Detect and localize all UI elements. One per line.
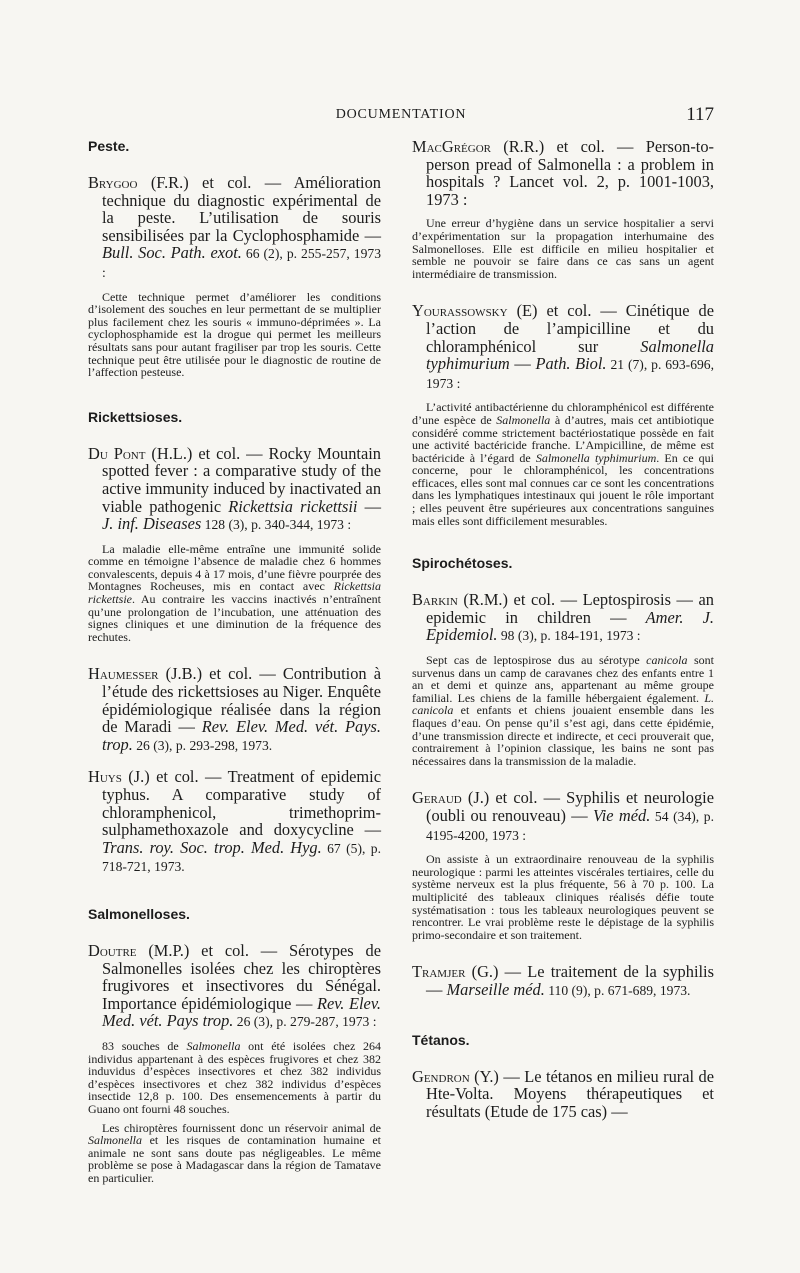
species-name: canicola [646,653,688,668]
left-column [88,138,381,1190]
reference-text: (Y.) — Le tétanos en milieu rural de Hte-Volta. Moyens thérapeutiques et résultats (Etude de 175 cas) — [426,1066,714,1121]
reference-text: (J.) et col. — Syphilis et neurologie (oubli ou renouveau) — [426,788,714,825]
section-title-salmonelloses: Salmonelloses. [88,905,190,922]
author: Brygoo [88,173,138,192]
reference-yourassowsky [412,302,714,392]
page-number: 117 [686,104,714,125]
reference-text: (R.M.) et col. — Leptospirosis — an epidemic in children — [426,590,714,627]
abstract-text: ont été isolées chez 264 individus appartenant à des espèces frugivores et chez 382 induvidus d’espèces insectivores et chez 382 individus d’espèces insectivores et chez 382 individus d’espèces insectide 12,8 p. 100. Des ensemencements à partir du Guano ont fourni 48 souches. [88,1038,381,1116]
author: Gendron [412,1066,470,1086]
species-name: Salmonella [496,412,551,427]
reference-gendron [412,1068,714,1121]
reference-text: (E) et col. — Cinétique de l’action de l’ampicilline et du chloramphénicol sur [426,301,714,356]
journal: J. inf. Diseases [102,514,202,534]
author: Geraud [412,788,462,808]
abstract-geraud: On assiste à un extraordinaire renouveau de la syphilis neurologique : parmi les atteintes viscérales tertiaires, celle du système nerveux est la plus fréquente, 56 à 70 p. 100. La multiplicité des tableaux cliniques réalisés défie toute systématisation : tous les tableaux neurologiques peuvent se rencontrer. Le vrai problème reste le dépistage de la syphilis primo-secondaire et son traitement. [412,852,714,942]
reference-du-pont [88,445,381,534]
dash: — [509,354,536,374]
abstract-text: . Au contraire les vaccins inactivés n’entraînent qu’une prolongation de l’incubation, une atténuation des signes cliniques et une diminution de la fréquence des rechutes. [88,592,381,644]
abstract-doutre-2 [88,1122,381,1185]
abstract-text: à d’autres, mais cet antibiotique considéré comme strictement bactériostatique possède en fait une activité bactéricide franche. L’Ampicilline, de même est bactéricide à l’égard de [412,412,714,465]
reference-brygoo [88,174,381,282]
abstract-text: . En ce qui concerne, pour le chloramphénicol, les concentrations efficaces, elles sont mal connues car ce sont les concentrations dans les lymphatiques intestinaux qui jouent le rôle important ; elles peuvent être supérieures aux concentrations sanguines mais elles sont difficilement mesurables. [412,450,715,528]
abstract-du-pont [88,543,381,644]
author: Tramjer [412,962,466,982]
section-title-spirochetoses: Spirochétoses. [412,555,513,572]
journal: Trans. roy. Soc. trop. Med. Hyg. [102,837,322,857]
abstract-text: L’activité antibactérienne du chloramphénicol est différente d’une espèce de [412,400,714,427]
abstract-macgregor: Une erreur d’hygiène dans un service hospitalier a servi d’expérimentation sur la propagation interhumaine des Salmonelloses. Elle est difficile en milieu hospitalier et semble ne pouvoir se faire dans ce cas sans un agent intermédiaire de transmission. [412,216,714,281]
journal: Rev. Elev. Med. vét. Pays. trop. [102,717,381,754]
section-title-tetanos: Tétanos. [412,1031,470,1048]
reference-tramjer [412,963,714,999]
reference-details: 98 (3), p. 184-191, 1973 : [497,628,641,644]
abstract-barkin [412,654,714,767]
author: Huys [88,767,122,787]
species-name: Rickettsia rickettsii [228,496,358,516]
journal: Amer. J. Epidemiol. [426,607,714,645]
species-name: Salmonella [88,1133,142,1148]
reference-details: 67 (5), p. 718-721, 1973. [102,840,381,875]
reference-text: (J.B.) et col. — Contribution à l’étude des rickettsioses au Niger. Enquête épidémiologique réalisée dans la région de Maradi — [102,664,381,737]
abstract-text: sont survenus dans un camp de caravanes chez des enfants entre 1 an et demi et quinze ans, appartenant au même groupe familial. Les chiens de la famille hébergaient également. [412,653,714,705]
reference-text: (H.L.) et col. — Rocky Mountain spotted fever : a comparative study of the active immunity induced by inactivated an viable pathogenic [102,443,382,516]
reference-haumesser [88,665,381,754]
reference-details: 26 (3), p. 293-298, 1973. [132,737,273,753]
author: MacGrégor [412,137,491,156]
abstract-text: Les chiroptères fournissent donc un réservoir animal de [102,1120,381,1135]
abstract-text: Sept cas de leptospirose dus au sérotype [426,653,647,668]
species-name: Salmonella typhimurium [426,336,714,374]
species-name: Salmonella typhimurium [535,450,657,465]
abstract-text: La maladie elle-même entraîne une immunité solide comme en témoigne l’absence de maladie chez 6 hommes convalescents, depuis 4 à 17 mois, d’une fièvre pourprée des Montagnes Rocheuses, mis en contact avec [88,541,381,594]
abstract-brygoo: Cette technique permet d’améliorer les conditions d’isolement des souches en leur permettant de se multiplier plus facilement chez les souris « immuno-déprimées ». La cyclophosphamide est la drogue qui permet les meilleurs résultats sans pour autant fragiliser par trop les souris. Cette technique peut être utilisée pour le diagnostic de routine de l’affection pesteuse. [88,289,381,380]
species-name: Salmonella [186,1038,241,1053]
right-column [412,138,714,1129]
reference-geraud [412,789,714,844]
abstract-text: et enfants et chiens jouaient ensemble dans les flaques d’eau. On pense qu’il s’est agi, dans cette épidémie, d’une transmission directe et indirecte, et ceci prouverait que, contrairement à l’opinion classique, les bains ne sont pas nécessaires dans la transmission de la maladie. [412,703,714,768]
reference-details: 128 (3), p. 340-344, 1973 : [201,517,352,533]
reference-text: (J.) et col. — Treatment of epidemic typhus. A comparative study of chloramphenicol, trimethoprim-sulphamethoxazole and doxycycline — [102,767,381,840]
reference-details: 54 (34), p. 4195-4200, 1973 : [426,808,714,843]
author: Yourassowsky [412,301,508,321]
section-title-peste: Peste. [88,138,130,154]
author: Du Pont [88,443,146,463]
journal: Bull. Soc. Path. exot. [102,243,242,263]
reference-details: 21 (7), p. 693-696, 1973 : [426,357,714,391]
reference-text: (R.R.) et col. — Person-to-person pread of Salmonella : a problem in hospitals ? Lancet vol. 2, p. 1001-1003, 1973 : [426,137,714,209]
reference-macgregor [412,138,714,208]
author: Barkin [412,590,458,610]
reference-details: 26 (3), p. 279-287, 1973 : [233,1014,377,1030]
abstract-yourassowsky [412,401,714,527]
author: Haumesser [88,664,159,684]
abstract-text: et les risques de contamination humaine et animale ne sont sans doute pas négligeables. Le même problème se pose à Madagascar dans la région de Tamatave en particulier. [88,1133,381,1185]
running-title: DOCUMENTATION [335,107,467,122]
reference-text: (G.) — Le traitement de la syphilis — [426,962,714,999]
journal: Marseille méd. [446,979,545,999]
section-title-rickettsioses: Rickettsioses. [88,408,183,425]
reference-doutre [88,942,381,1031]
abstract-text: 83 souches de [102,1038,187,1053]
species-name: Rickettsia rickettsie [88,579,381,607]
reference-details: 66 (2), p. 255-257, 1973 : [102,246,381,280]
journal: Rev. Elev. Med. vét. Pays trop. [102,993,381,1031]
reference-text: (M.P.) et col. — Sérotypes de Salmonelles isolées chez les chiroptères frugivores et insectivores du Sénégal. Importance épidémiologique — [102,940,381,1013]
journal: Path. Biol. [535,354,607,374]
reference-text: (F.R.) et col. — Amélioration technique du diagnostic expérimental de la peste. L’utilisation de souris sensibilisées par la Cyclophosphamide — [102,173,381,245]
journal: Vie méd. [592,805,651,825]
dash: — [357,496,382,516]
running-head [88,104,714,128]
reference-huys [88,768,381,876]
author: Doutre [88,940,137,960]
reference-barkin [412,591,714,645]
species-name: L. canicola [412,690,714,718]
reference-details: 110 (9), p. 671-689, 1973. [544,982,691,998]
abstract-doutre-1 [88,1040,381,1116]
